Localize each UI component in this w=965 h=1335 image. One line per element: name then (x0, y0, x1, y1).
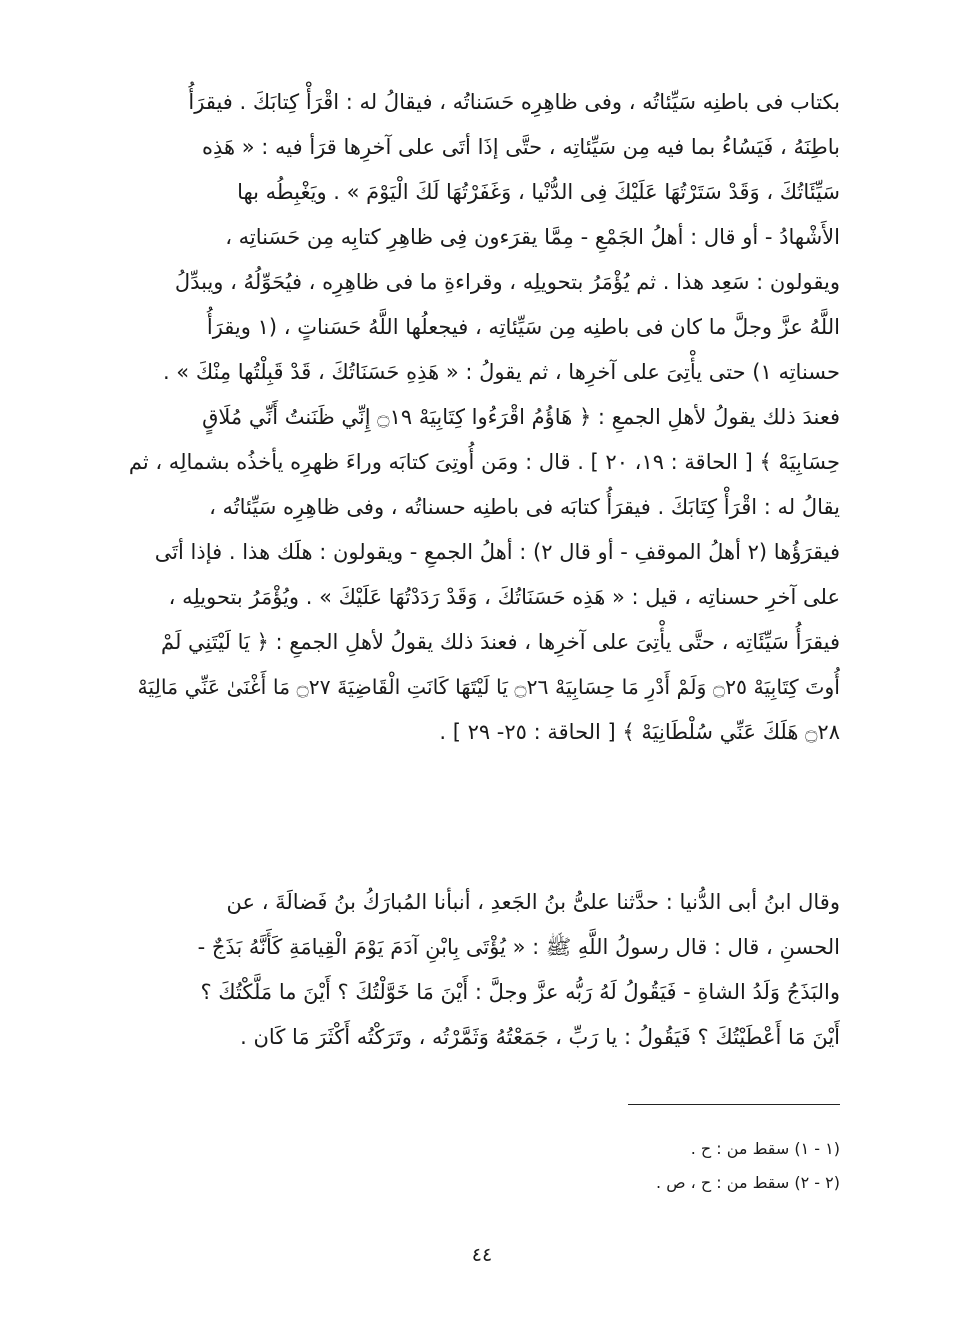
text-line: بكتاب فى باطنِه سَيِّئاتُه ، وفى ظاهِرِه حَسَناتُه ، فيقالُ له : اقْرَأْ كِتابَكَ . فيقرَأُ (188, 90, 840, 114)
text-line: على آخرِ حسناتِه ، قيل : « هَذِه حَسَنَاتُكَ ، وَقَدْ رَدَدْتُهَا عَلَيْكَ » . ويُؤْمَرُ بتحويلِه ، (168, 585, 840, 609)
text-line: فيقرَؤُها (٢ أهلُ الموقفِ - أو قال ٢) : أهلُ الجمعِ - ويقولون : هلَك هذا . فإذا أتَى (154, 540, 840, 564)
text-line: ويقولون : سَعِد هذا . ثم يُؤْمَرُ بتحويلِه ، وقراءةِ ما فى ظاهِرِه ، فيُحَوِّلُهُ ، ويبدِّلُ (174, 270, 840, 294)
page-number: ٤٤ (471, 1244, 493, 1266)
text-line: والبَذَجُ وَلَدُ الشاةِ - فَيَقُولُ لَهُ رَبُّه عزَّ وجلَّ : أَيْنَ مَا خَوَّلْتُكَ ؟ أَيْنَ ما مَلَّكْتُكَ ؟ (200, 980, 840, 1004)
text-line: أَيْنَ مَا أَعْطَيْتُكَ ؟ فَيَقُولُ : يا رَبِّ ، جَمَعْتُهُ وَثَمَّرْتُه ، وتَرَكْتُه أَكْثَرَ مَا كَان . (240, 1025, 840, 1049)
text-line: حِسَابِيَهْ ﴾ [ الحاقة : ١٩، ٢٠ ] . قال : ومَن أُوتِىَ كتابَه وراءَ ظهرِه يأخذُه بشمالِه ، ثم (128, 450, 840, 474)
text-line: اللَّهُ عزَّ وجلَّ ما كان فى باطنِه مِن سَيِّئاتِه ، فيجعلُها اللَّهُ حَسَناتٍ ، (١ ويقرَأُ (206, 315, 840, 339)
footnote: (٢ - ٢) سقط من : ح ، ص . (656, 1173, 840, 1192)
text-line: الحسنِ ، قال : قال رسولُ اللَّهِ ﷺ : « يُؤْتَى بِابْنِ آدَمَ يَوْمَ الْقِيامَةِ كَأَنَّهُ بَذَجٌ - (197, 935, 840, 959)
footnote-divider (628, 1104, 840, 1105)
text-line: الأَشْهادُ - أو قال : أهلُ الجَمْعِ - مِمَّا يقرَءون فِى ظاهِرِ كتابِه مِن حَسَناتِه ، (225, 225, 840, 249)
text-line: ۝٢٨ هَلَكَ عَنِّي سُلْطَانِيَهْ ﴾ [ الحاقة : ٢٥- ٢٩ ] . (439, 720, 840, 744)
text-line: باطِنَهُ ، فَيَسُاءُ بما فيه مِن سَيِّئاتِه ، حتَّى إذَا أتَى على آخرِها قرَأ فيه : « هَذِه (202, 135, 840, 159)
text-line: يقالُ له : اقْرَأْ كِتَابَكَ . فيقرَأُ كتابَه فى باطنِه حسناتُه ، وفى ظاهِرِه سَيِّئاتُه ، (209, 495, 840, 519)
paragraph-hadith (125, 880, 840, 1060)
footnotes (420, 1132, 840, 1200)
paragraph-main (125, 80, 840, 755)
text-line: فيقرَأُ سَيِّئَاتِه ، حتَّى يأْتِىَ على آخرِها ، فعندَ ذلك يقولُ لأهلِ الجمعِ : ﴿ يَا لَيْتَنِي لَمْ (160, 630, 840, 654)
text-line: وقال ابنُ أبى الدُّنيا : حدَّثنا علىُّ بنُ الجَعدِ ، أنبأنا المُبارَكُ بنُ فَضالَةَ ، عن (226, 890, 840, 914)
text-line: حسناتِه ١) حتى يأْتِىَ على آخرِها ، ثم يقولُ : « هَذِهِ حَسَنَاتُكَ ، قَدْ قَبِلْتُها مِنْكَ » . (162, 360, 840, 384)
text-line: فعندَ ذلك يقولُ لأهلِ الجمعِ : ﴿ هَاؤُمُ اقْرَءُوا كِتَابِيَهْ ۝١٩ إِنِّي ظَنَنتُ أَنِّي مُلَاقٍ (202, 405, 840, 429)
text-line: أُوتَ كِتَابِيَهْ ۝٢٥ وَلَمْ أَدْرِ مَا حِسَابِيَهْ ۝٢٦ يَا لَيْتَهَا كَانَتِ الْقَاضِيَةَ ۝٢٧ مَا أَغْنَىٰ عَنِّي مَالِيَهْ (137, 675, 840, 699)
footnote: (١ - ١) سقط من : ح . (690, 1139, 840, 1158)
text-line: سَيِّئَاتُكَ ، وَقَدْ سَتَرْتُهَا عَلَيْكَ فِى الدُّنْيا ، وَغَفَرْتُهَا لَكَ الْيَوْمَ » . ويَغْبِطُه بها (237, 180, 840, 204)
